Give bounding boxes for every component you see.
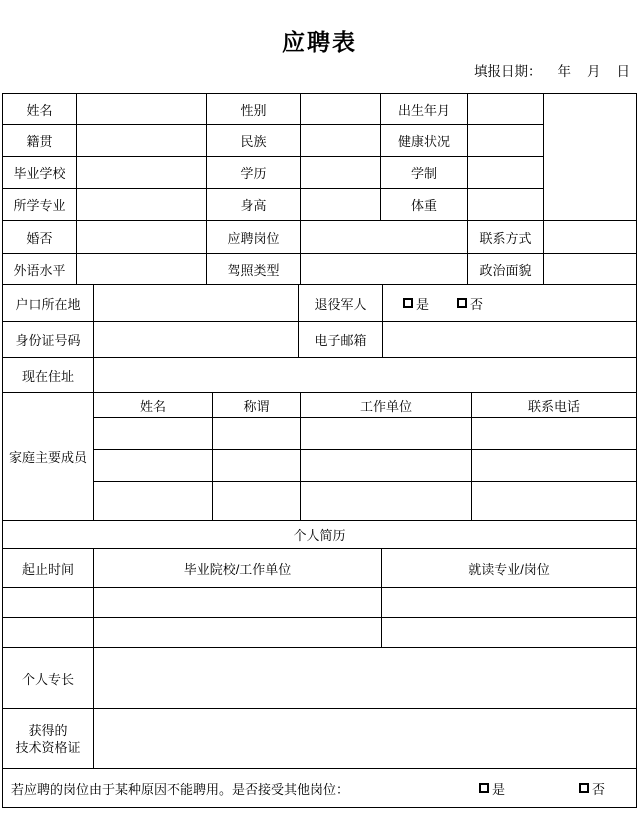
label-name: 姓名	[3, 94, 77, 124]
family-cell-work-unit[interactable]	[301, 450, 472, 481]
label-email: 电子邮箱	[299, 322, 383, 357]
application-form-table	[2, 93, 637, 808]
label-gender: 性别	[207, 94, 301, 124]
footer-question-row	[3, 769, 636, 807]
family-row	[94, 450, 636, 482]
family-cell-phone[interactable]	[472, 482, 636, 520]
label-weight: 体重	[381, 189, 468, 220]
family-cell-relation[interactable]	[213, 450, 301, 481]
label-household-location: 户口所在地	[3, 285, 94, 321]
resume-header-school-or-workunit: 毕业院校/工作单位	[94, 549, 382, 587]
checkbox-accept-yes-icon[interactable]	[479, 783, 489, 793]
photo-area[interactable]	[544, 94, 636, 220]
family-cell-name[interactable]	[94, 450, 213, 481]
resume-row	[3, 588, 636, 618]
label-marital-status: 婚否	[3, 221, 77, 253]
label-schooling-length: 学制	[381, 157, 468, 188]
input-native-place[interactable]	[77, 125, 207, 156]
input-gender[interactable]	[301, 94, 381, 124]
basic-info-section	[3, 94, 636, 221]
family-row	[94, 482, 636, 520]
input-qualification-cert[interactable]	[94, 709, 636, 768]
input-current-address[interactable]	[94, 358, 636, 392]
page-title: 应聘表	[282, 29, 357, 55]
label-native-place: 籍贯	[3, 125, 77, 156]
accept-other-no-label: 否	[592, 781, 606, 797]
label-foreign-language: 外语水平	[3, 254, 77, 284]
checkbox-accept-no-icon[interactable]	[579, 783, 589, 793]
veteran-no-option[interactable]	[457, 294, 483, 313]
input-applied-position[interactable]	[301, 221, 468, 253]
family-cell-relation[interactable]	[213, 418, 301, 449]
label-personal-specialty: 个人专长	[3, 648, 94, 708]
input-education[interactable]	[301, 157, 381, 188]
input-major[interactable]	[77, 189, 207, 220]
fill-date-year: 年	[557, 64, 571, 79]
resume-cell-time-period[interactable]	[3, 588, 94, 617]
input-graduate-school[interactable]	[77, 157, 207, 188]
accept-other-yes-label: 是	[492, 781, 506, 797]
input-schooling-length[interactable]	[468, 157, 544, 188]
input-health-status[interactable]	[468, 125, 544, 156]
family-cell-work-unit[interactable]	[301, 482, 472, 520]
veteran-no-label: 否	[470, 296, 484, 312]
family-cell-name[interactable]	[94, 418, 213, 449]
fill-date-day: 日	[616, 64, 630, 79]
input-household-location[interactable]	[94, 285, 299, 321]
label-id-number: 身份证号码	[3, 322, 94, 357]
input-contact[interactable]	[544, 221, 636, 253]
resume-section-title: 个人简历	[293, 528, 346, 543]
label-birth-date: 出生年月	[381, 94, 468, 124]
resume-cell-major-or-position[interactable]	[382, 588, 636, 617]
resume-cell-school-or-workunit[interactable]	[94, 618, 382, 647]
accept-other-yes-option[interactable]	[479, 779, 505, 798]
family-cell-name[interactable]	[94, 482, 213, 520]
input-email[interactable]	[383, 322, 636, 357]
label-major: 所学专业	[3, 189, 77, 220]
family-cell-phone[interactable]	[472, 418, 636, 449]
family-header-member-name: 姓名	[94, 393, 213, 417]
resume-header-time-period: 起止时间	[3, 549, 94, 587]
input-name[interactable]	[77, 94, 207, 124]
label-family-members: 家庭主要成员	[3, 393, 94, 520]
footer-question-text: 若应聘的岗位由于某种原因不能聘用。是否接受其他岗位：	[11, 781, 350, 797]
family-members-section	[3, 393, 636, 521]
label-qualification-cert	[3, 709, 94, 768]
label-health-status: 健康状况	[381, 125, 468, 156]
label-license-type: 驾照类型	[207, 254, 301, 284]
input-license-type[interactable]	[301, 254, 468, 284]
input-birth-date[interactable]	[468, 94, 544, 124]
label-qualification-cert-line2: 技术资格证	[15, 739, 81, 755]
resume-row	[3, 618, 636, 648]
veteran-choice-cell	[383, 285, 636, 321]
label-political-status: 政治面貌	[468, 254, 544, 284]
label-ethnicity: 民族	[207, 125, 301, 156]
input-weight[interactable]	[468, 189, 544, 220]
label-applied-position: 应聘岗位	[207, 221, 301, 253]
fill-date-line	[0, 60, 639, 84]
fill-date-label: 填报日期：	[474, 64, 542, 79]
family-cell-work-unit[interactable]	[301, 418, 472, 449]
resume-cell-major-or-position[interactable]	[382, 618, 636, 647]
veteran-yes-label: 是	[416, 296, 430, 312]
input-height[interactable]	[301, 189, 381, 220]
family-header-work-unit: 工作单位	[301, 393, 472, 417]
resume-cell-school-or-workunit[interactable]	[94, 588, 382, 617]
label-education: 学历	[207, 157, 301, 188]
checkbox-veteran-no-icon[interactable]	[457, 298, 467, 308]
label-graduate-school: 毕业学校	[3, 157, 77, 188]
family-header-relation: 称谓	[213, 393, 301, 417]
input-ethnicity[interactable]	[301, 125, 381, 156]
accept-other-no-option[interactable]	[579, 779, 605, 798]
checkbox-veteran-yes-icon[interactable]	[403, 298, 413, 308]
label-height: 身高	[207, 189, 301, 220]
resume-header-major-or-position: 就读专业/岗位	[468, 561, 550, 577]
label-current-address: 现在住址	[3, 358, 94, 392]
label-qualification-cert-line1: 获得的	[28, 722, 68, 738]
family-row	[94, 418, 636, 450]
family-header-phone: 联系电话	[527, 398, 580, 414]
input-personal-specialty[interactable]	[94, 648, 636, 708]
label-veteran: 退役军人	[299, 285, 383, 321]
resume-cell-time-period[interactable]	[3, 618, 94, 647]
input-foreign-language[interactable]	[77, 254, 207, 284]
family-cell-phone[interactable]	[472, 450, 636, 481]
input-political-status[interactable]	[544, 254, 636, 284]
label-contact: 联系方式	[468, 221, 544, 253]
fill-date-month: 月	[587, 64, 601, 79]
veteran-yes-option[interactable]	[403, 294, 429, 313]
input-id-number[interactable]	[94, 322, 299, 357]
family-cell-relation[interactable]	[213, 482, 301, 520]
input-marital-status[interactable]	[77, 221, 207, 253]
